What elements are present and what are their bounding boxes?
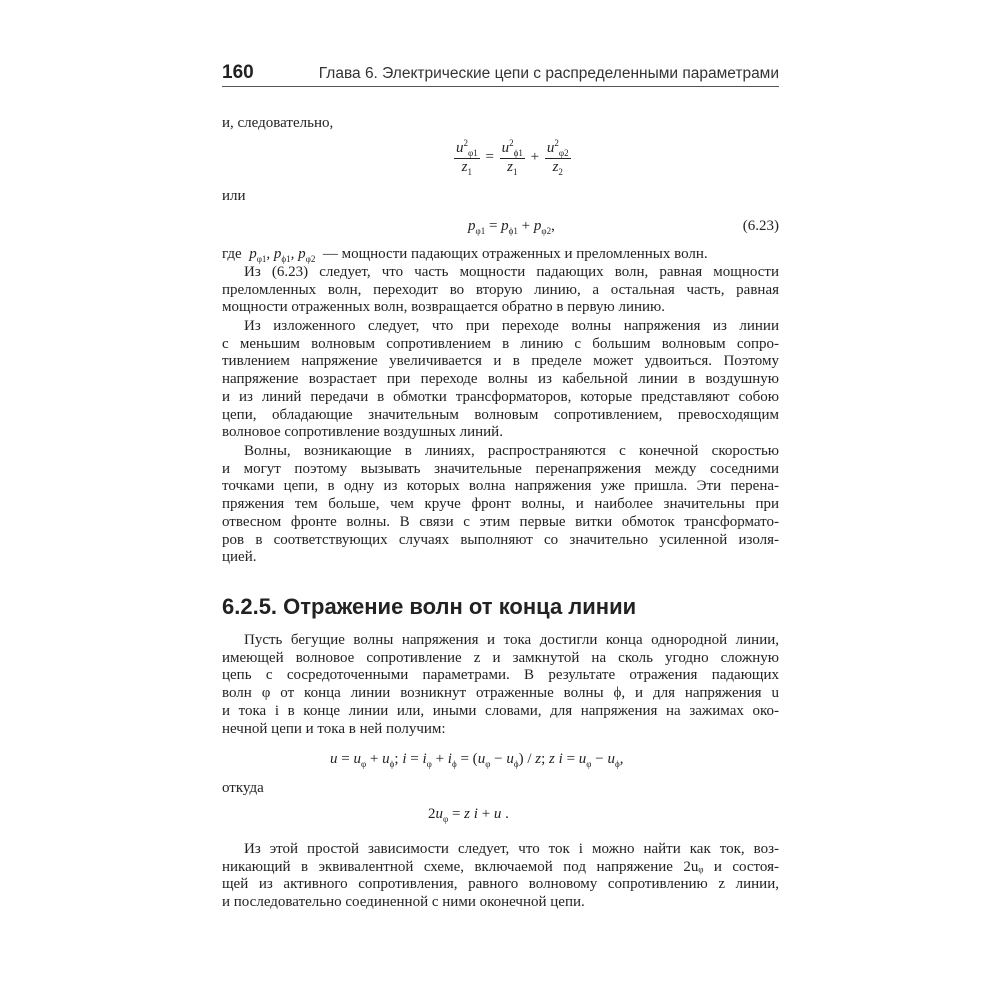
text-line: и могут поэтому вызывать значительные перенапряжения между соседними	[222, 460, 779, 477]
paragraph-4	[222, 632, 779, 738]
page-number: 160	[222, 62, 254, 83]
text-line: пряжения тем больше, чем круче фронт волны, и наиболее значительны при	[222, 496, 779, 513]
text-line: имеющей волновое сопротивление z и замкнутой на сколь угодно сложную	[222, 649, 779, 666]
text-line: цепь с сосредоточенными параметрами. В результате отражения падающих	[222, 667, 779, 684]
where-prefix: где	[222, 246, 242, 262]
where-line: где $p_{\varphi 1}$, $p_{\phi 1}$, $p_{\varphi 2}$ — мощности падающих отраженных и преломленных волн.	[222, 246, 708, 264]
text-line: нечной цепи и тока в ней получим:	[222, 720, 446, 737]
equation-power-ratio: $\frac{u^2_{\varphi 1}}{z_1}$ = $\frac{u^2_{\phi 1}}{z_1}$ + $\frac{u^2_{\varphi 2}}{z_2}$	[456, 138, 569, 177]
text-line: отвесном фронте волны. В связи с этим первые витки обмоток трансформато-	[222, 513, 779, 530]
text-line: Из изложенного следует, что при переходе волны напряжения из линии	[244, 318, 779, 334]
text-line: щей из активного сопротивления, равного волновому сопротивлению z линии,	[222, 876, 779, 893]
text-line: цепи, обладающие значительным волновым сопротивлением, превосходящим	[222, 406, 779, 423]
paragraph-1	[222, 264, 779, 317]
text-line: Из (6.23) следует, что часть мощности падающих волн, равная мощности	[244, 264, 779, 280]
text-line: волн φ от конца линии возникнут отраженные волны ϕ, и для напряжения u	[222, 685, 779, 702]
text-consequently: и, следовательно,	[222, 115, 334, 131]
text-line: и тока i в конце линии или, иными словами, для напряжения на зажимах око-	[222, 702, 779, 719]
equation-2u: $2u_\varphi = z$ i + u .	[428, 806, 509, 824]
text-line: и из линий передачи в обмотки трансформаторов, которые представляют собою	[222, 388, 779, 405]
running-header	[222, 62, 779, 87]
paragraph-2	[222, 318, 779, 442]
text-line: преломленных волн, переходит во вторую линию, а остальная часть, равная	[222, 281, 779, 298]
where-text: — мощности падающих отраженных и преломленных волн.	[322, 246, 708, 262]
equation-number: (6.23)	[742, 218, 779, 234]
text-line: Пусть бегущие волны напряжения и тока достигли конца однородной линии,	[244, 632, 779, 648]
section-heading: 6.2.5. Отражение волн от конца линии	[222, 594, 637, 619]
paragraph-3	[222, 443, 779, 567]
text-line: точками цепи, в одну из которых волна напряжения уже пришла. Эти перена-	[222, 478, 779, 495]
text-whence: откуда	[222, 780, 264, 796]
text-line: и последовательно соединенной с ними оконечной цепи.	[222, 894, 585, 911]
equation-6-23: $p_{\varphi 1} = p_{\phi 1} + p_{\varphi 2}$,	[468, 218, 555, 236]
text-line: Из этой простой зависимости следует, что ток i можно найти как ток, воз-	[244, 841, 779, 857]
chapter-title: Глава 6. Электрические цепи с распределенными параметрами	[318, 65, 779, 82]
text-line: никающий в эквивалентной схеме, включаемой под напряжение 2uᵩ и состоя-	[222, 858, 779, 875]
text-line: ров в соответствующих случаях выполняют со значительно усиленной изоля-	[222, 531, 779, 548]
text-line: цией.	[222, 549, 257, 566]
text-line: Волны, возникающие в линиях, распространяются с конечной скоростью	[244, 443, 779, 459]
text-line: с меньшим волновым сопротивлением в линию с большим волновым сопро-	[222, 335, 779, 352]
text-line: напряжение возрастает при переходе волны из кабельной линии в воздушную	[222, 371, 779, 388]
paragraph-5	[222, 841, 779, 912]
text-line: волновое сопротивление воздушных линий.	[222, 424, 503, 441]
equation-voltage-current: $u = u_\varphi + u_\phi$; $i = i_\varphi + i_\phi = (u_\varphi - u_\phi) / z$; z $i = u_\varphi - u_\phi$,	[330, 751, 624, 769]
text-or: или	[222, 188, 246, 204]
text-line: тивлением напряжение увеличивается и в пределе может удвоиться. Поэтому	[222, 353, 779, 370]
text-line: мощности отраженных волн, возвращается обратно в первую линию.	[222, 299, 665, 316]
